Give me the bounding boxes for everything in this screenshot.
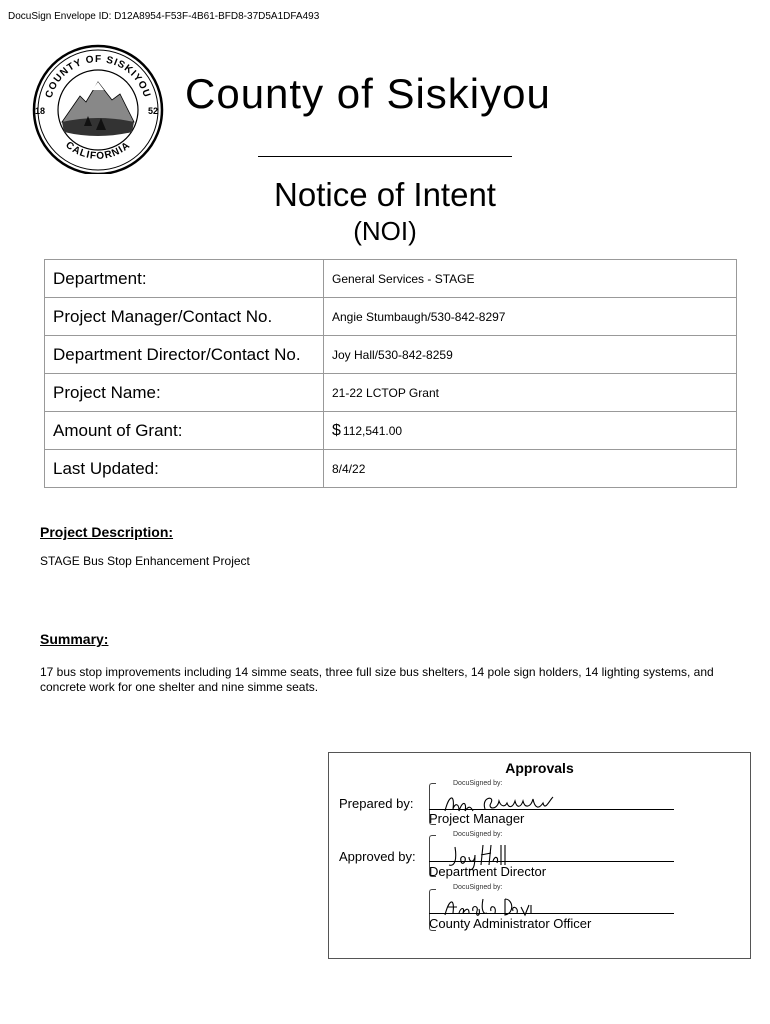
project-description-heading: Project Description:	[40, 524, 174, 540]
docusigned-by-label: DocuSigned by:	[453, 831, 503, 838]
table-row	[45, 450, 737, 488]
docusign-envelope-id: DocuSign Envelope ID: D12A8954-F53F-4B61-BFD8-37D5A1DFA493	[8, 11, 320, 22]
table-row	[45, 336, 737, 374]
county-title: County of Siskiyou	[185, 70, 551, 117]
field-value: General Services - STAGE	[324, 260, 737, 298]
county-seal-icon	[28, 44, 168, 174]
field-label: Last Updated:	[45, 450, 324, 488]
currency-symbol: $	[332, 421, 341, 439]
prepared-by-label: Prepared by:	[339, 796, 414, 811]
field-value: Joy Hall/530-842-8259	[324, 336, 737, 374]
field-label: Amount of Grant:	[45, 412, 324, 450]
docusigned-by-label: DocuSigned by:	[453, 884, 503, 891]
summary-text: 17 bus stop improvements including 14 simme seats, three full size bus shelters, 14 pole sign holders, 14 lighting systems, and concrete work for one shelter and nine simme seats.	[40, 665, 714, 694]
title-divider	[258, 156, 512, 157]
seal-bottom-text: CALIFORNIA	[63, 139, 133, 162]
approvals-box	[328, 752, 751, 959]
county-administrator-role: County Administrator Officer	[429, 916, 592, 931]
field-value: 8/4/22	[324, 450, 737, 488]
notice-title: Notice of Intent	[274, 176, 496, 213]
field-label: Department:	[45, 260, 324, 298]
notice-abbrev: (NOI)	[353, 216, 417, 246]
grant-amount: 112,541.00	[342, 423, 403, 438]
table-row	[45, 412, 737, 450]
signature-line	[429, 861, 674, 862]
seal-top-text: COUNTY OF SISKIYOU	[43, 53, 153, 100]
seal-year-right: 52	[148, 106, 159, 116]
table-row	[45, 298, 737, 336]
prepared-by-role: Project Manager	[429, 811, 525, 826]
signature-line	[429, 809, 674, 810]
field-value	[324, 412, 737, 450]
svg-text:CALIFORNIA	[63, 140, 132, 162]
table-row	[45, 374, 737, 412]
summary-heading: Summary:	[40, 631, 109, 647]
signature-line	[429, 913, 674, 914]
table-row	[45, 260, 737, 298]
project-info-table	[44, 259, 737, 488]
field-value: Angie Stumbaugh/530-842-8297	[324, 298, 737, 336]
approved-by-role: Department Director	[429, 864, 547, 879]
docusigned-by-label: DocuSigned by:	[453, 780, 503, 787]
field-label: Project Manager/Contact No.	[45, 298, 324, 336]
seal-year-left: 18	[35, 106, 46, 116]
approved-by-label: Approved by:	[339, 849, 416, 864]
approvals-title: Approvals	[505, 760, 574, 776]
project-description-text: STAGE Bus Stop Enhancement Project	[40, 554, 250, 568]
field-label: Project Name:	[45, 374, 324, 412]
field-value: 21-22 LCTOP Grant	[324, 374, 737, 412]
field-label: Department Director/Contact No.	[45, 336, 324, 374]
